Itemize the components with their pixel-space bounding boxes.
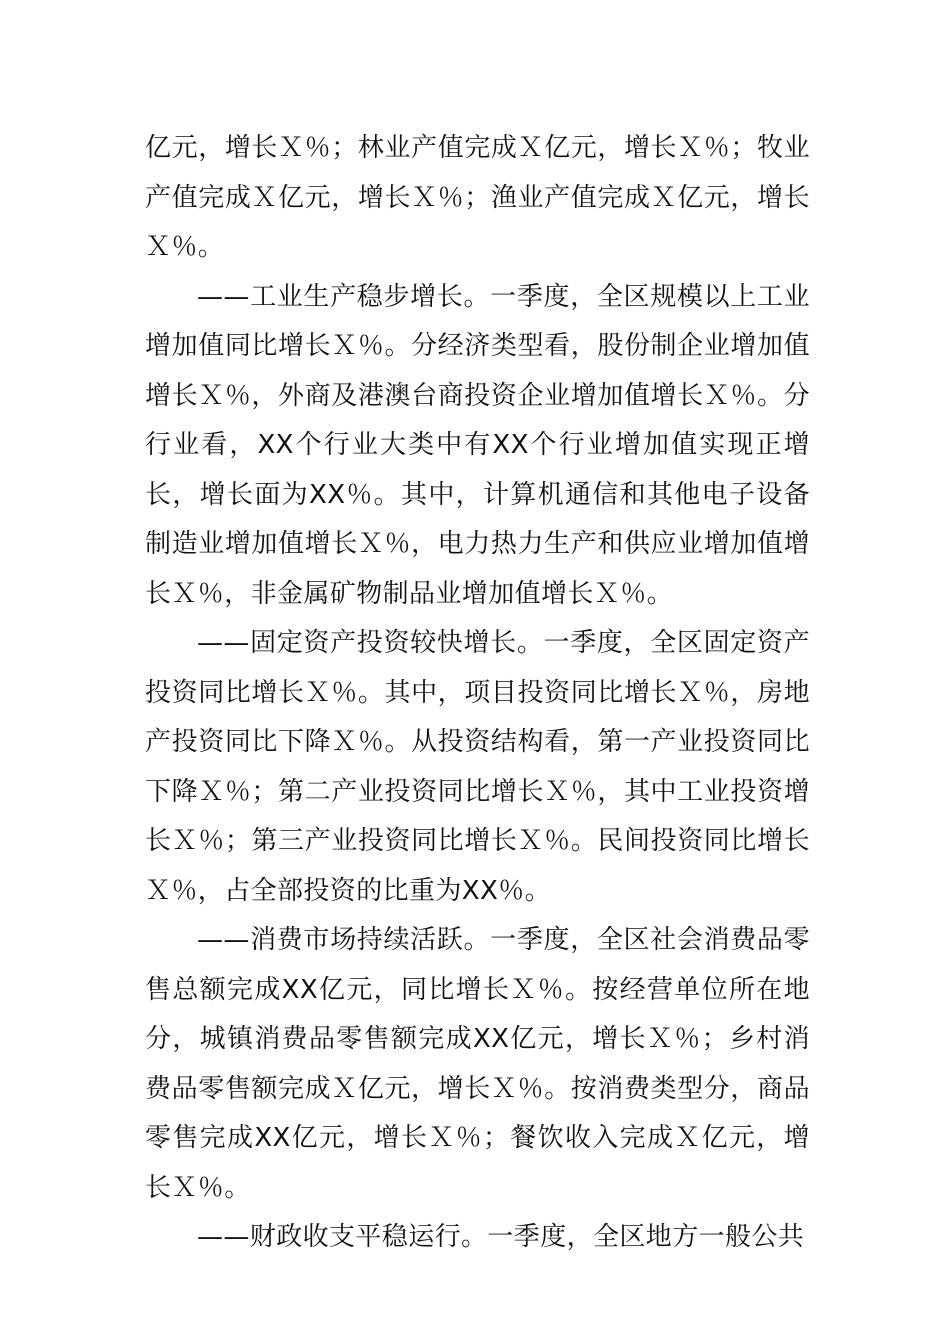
paragraph-fiscal-revenue: ——财政收支平稳运行。一季度，全区地方一般公共 xyxy=(197,1222,805,1252)
paragraph-consumer-market: ——消费市场持续活跃。一季度，全区社会消费品零售总额完成XX亿元，同比增长Ｘ％。按经营单位所在地分，城镇消费品零售额完成XX亿元，增长Ｘ％；乡村消费品零售额完成Ｘ亿元，增长Ｘ％。按消费类型分，商品零售完成XX亿元，增长Ｘ％；餐饮收入完成Ｘ亿元，增长Ｘ％。 xyxy=(145,925,810,1203)
paragraph-fixed-asset-investment: ——固定资产投资较快增长。一季度，全区固定资产投资同比增长Ｘ％。其中，项目投资同比增长Ｘ％，房地产投资同比下降Ｘ％。从投资结构看，第一产业投资同比下降Ｘ％；第二产业投资同比增长Ｘ％，其中工业投资增长Ｘ％；第三产业投资同比增长Ｘ％。民间投资同比增长Ｘ％，占全部投资的比重为XX％。 xyxy=(145,628,810,906)
document-body xyxy=(145,124,810,1263)
paragraph-industrial-production: ——工业生产稳步增长。一季度，全区规模以上工业增加值同比增长Ｘ％。分经济类型看，股份制企业增加值增长Ｘ％，外商及港澳台商投资企业增加值增长Ｘ％。分行业看，XX个行业大类中有XX个行业增加值实现正增长，增长面为XX％。其中，计算机通信和其他电子设备制造业增加值增长Ｘ％，电力热力生产和供应业增加值增长Ｘ％，非金属矿物制品业增加值增长Ｘ％。 xyxy=(145,281,810,609)
paragraph-continued: 亿元，增长Ｘ％；林业产值完成Ｘ亿元，增长Ｘ％；牧业产值完成Ｘ亿元，增长Ｘ％；渔业产值完成Ｘ亿元，增长Ｘ％。 xyxy=(145,133,810,262)
